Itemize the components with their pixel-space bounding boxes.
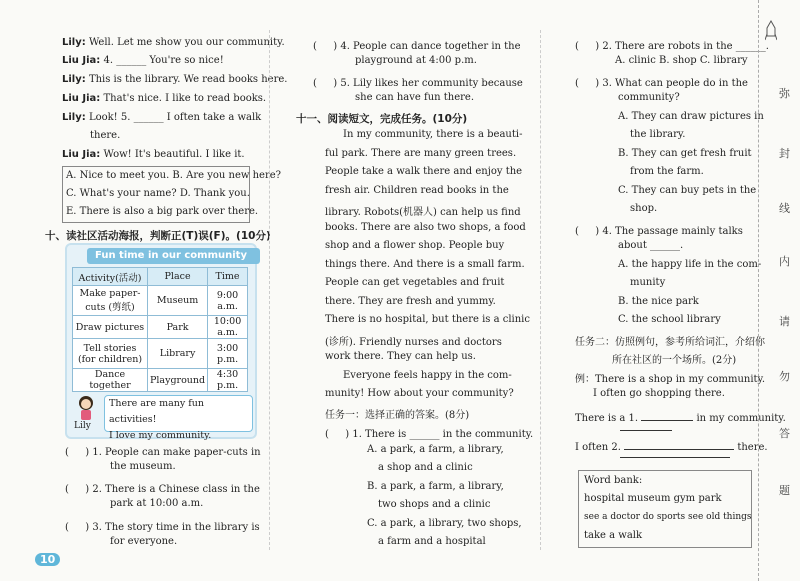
task-2-title: 任务二：仿照例句，参考所给词汇，介绍你 — [575, 337, 765, 348]
activity-poster — [65, 243, 257, 439]
mc-option: B. a park, a farm, a library, — [367, 481, 504, 492]
table-row: Dance together Playground 4:30 p.m. — [73, 369, 248, 392]
task-2-title-cont: 所在社区的一个场所。(2分) — [612, 355, 737, 366]
fill-blank-2-extra[interactable] — [620, 457, 730, 458]
mc-option: a shop and a clinic — [378, 462, 473, 473]
fill-blank-1-extra[interactable] — [620, 430, 672, 431]
tf-question: ( ) 2. There is a Chinese class in the — [65, 484, 260, 495]
mc-option: B. the nice park — [618, 296, 699, 307]
rocket-icon — [765, 20, 777, 42]
mc-option: A. a park, a farm, a library, — [367, 444, 504, 455]
fill-sentence-1: There is a 1. in my community. — [575, 413, 786, 424]
dialogue-line: Liu Jia: Wow! It's beautiful. I like it. — [62, 149, 245, 160]
section-10-title: 十、读社区活动海报，判断正(T)误(F)。(10分) — [45, 230, 271, 242]
character-name: Lily — [74, 421, 91, 431]
tf-question: ( ) 4. People can dance together in the — [313, 41, 521, 52]
mc-question: ( ) 2. There are robots in the ______. — [575, 41, 769, 52]
dialogue-line: Lily: Look! 5. ______ I often take a walk — [62, 112, 262, 123]
mc-option: munity — [630, 277, 666, 288]
mc-option: a farm and a hospital — [378, 536, 486, 547]
seal-char: 请 — [779, 315, 790, 328]
fill-blank-2[interactable] — [624, 449, 734, 450]
activity-table — [72, 267, 248, 392]
example-sentence: I often go shopping there. — [593, 388, 725, 399]
mc-question-cont: about ______. — [618, 240, 684, 251]
mc-question-cont: community? — [618, 92, 680, 103]
seal-char: 弥 — [779, 87, 790, 100]
column-divider — [540, 30, 541, 550]
tf-question-cont: she can have fun there. — [355, 92, 475, 103]
mc-option: C. They can buy pets in the — [618, 185, 757, 196]
girl-character-icon — [72, 393, 100, 421]
column-divider — [269, 30, 270, 550]
mc-option: two shops and a clinic — [378, 499, 491, 510]
tf-question: ( ) 3. The story time in the library is — [65, 522, 260, 533]
mc-option: A. the happy life in the com- — [618, 259, 762, 270]
speech-bubble: There are many fun activities! I love my community. — [104, 395, 253, 432]
seal-char: 封 — [779, 147, 790, 160]
mc-option: shop. — [630, 203, 658, 214]
mc-option: C. a park, a library, two shops, — [367, 518, 522, 529]
dialogue-line: Lily: This is the library. We read books here. — [62, 74, 288, 85]
option-line: C. What's your name? D. Thank you. — [66, 188, 250, 199]
option-line: A. Nice to meet you. B. Are you new here? — [66, 170, 282, 181]
table-header: Place — [148, 268, 208, 286]
mc-option: the library. — [630, 129, 686, 140]
table-row: Tell stories (for children) Library 3:00 p.m. — [73, 339, 248, 369]
tf-question: ( ) 5. Lily likes her community because — [313, 78, 523, 89]
mc-option: from the farm. — [630, 166, 704, 177]
dialogue-line: there. — [90, 130, 121, 141]
seal-char: 勿 — [779, 370, 790, 383]
seal-char: 答 — [779, 427, 790, 440]
mc-question: ( ) 3. What can people do in the — [575, 78, 748, 89]
options-box — [62, 166, 282, 223]
task-1-title: 任务一：选择正确的答案。(8分) — [325, 410, 470, 421]
option-line: E. There is also a big park over there. — [66, 206, 259, 217]
dialogue-line: Liu Jia: That's nice. I like to read books. — [62, 93, 267, 104]
section-11-title: 十一、阅读短文，完成任务。(10分) — [296, 113, 468, 125]
poster-title: Fun time in our community — [87, 248, 260, 264]
mc-option: C. the school library — [618, 314, 721, 325]
dialogue-line: Liu Jia: 4. ______ You're so nice! — [62, 55, 224, 66]
mc-question: ( ) 4. The passage mainly talks — [575, 226, 743, 237]
fill-blank-1[interactable] — [641, 420, 693, 421]
word-bank: Word bank: hospital museum gym park see a doctor do sports see old things take a walk — [578, 470, 752, 548]
mc-option: B. They can get fresh fruit — [618, 148, 752, 159]
table-row: Make paper-cuts (剪纸) Museum 9:00 a.m. — [73, 286, 248, 316]
tf-question-cont: the museum. — [110, 461, 176, 472]
mc-question: ( ) 1. There is ______ in the community. — [325, 429, 534, 440]
mc-options: A. clinic B. shop C. library — [615, 55, 748, 66]
example-sentence: 例：There is a shop in my community. — [575, 374, 766, 385]
table-header: Time — [208, 268, 248, 286]
tf-question-cont: for everyone. — [110, 536, 178, 547]
page-number: 10 — [35, 553, 60, 566]
tf-question-cont: park at 10:00 a.m. — [110, 498, 204, 509]
tf-question: ( ) 1. People can make paper-cuts in — [65, 447, 261, 458]
seal-char: 线 — [779, 202, 790, 215]
seal-line-sidebar — [758, 0, 800, 581]
fill-sentence-2: I often 2. there. — [575, 442, 768, 453]
seal-char: 内 — [779, 255, 790, 268]
mc-option: A. They can draw pictures in — [618, 111, 764, 122]
table-header: Activity(活动) — [73, 268, 148, 286]
table-row: Draw pictures Park 10:00 a.m. — [73, 316, 248, 339]
tf-question-cont: playground at 4:00 p.m. — [355, 55, 477, 66]
seal-char: 题 — [779, 484, 790, 497]
dialogue-line: Lily: Well. Let me show you our community. — [62, 37, 285, 48]
